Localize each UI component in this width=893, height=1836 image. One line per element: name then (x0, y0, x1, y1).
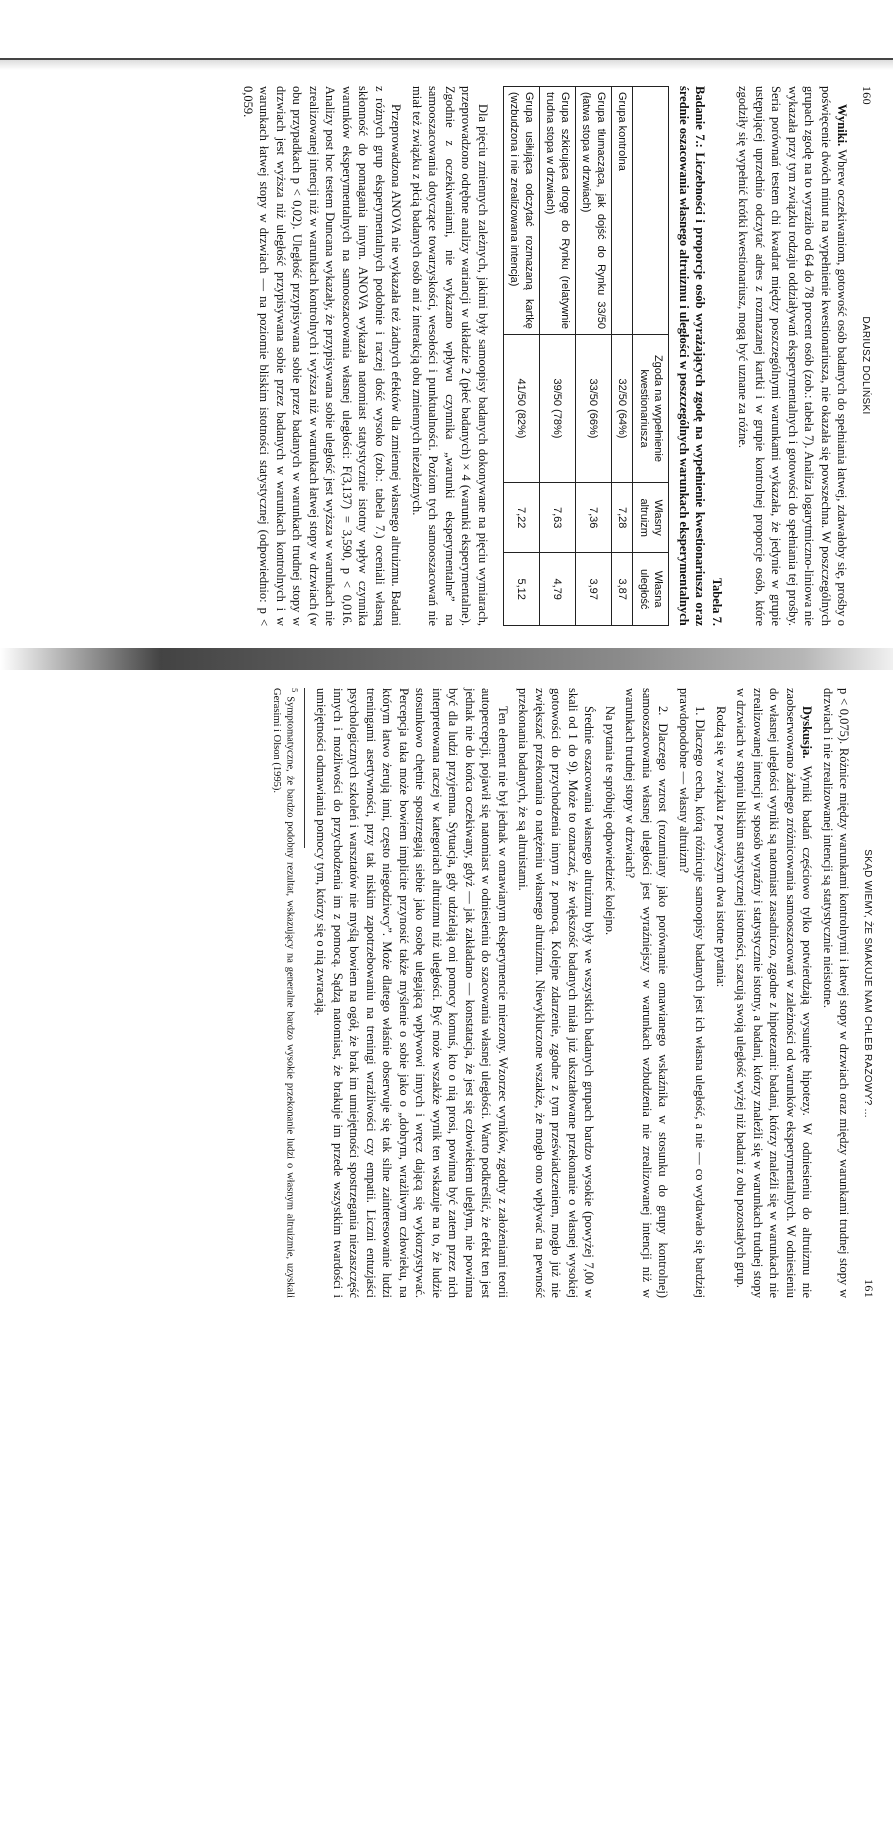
body-paragraph: p < 0,075). Różnice między warunkami kontrolnymi i łatwej stopy w drzwiach oraz między warunkami trudnej stopy w drzwiach i nie zrealizowanej intencji są statystycznie nieistotne. (820, 688, 852, 1298)
table-row (575, 87, 611, 626)
table-cell: 7,22 (503, 483, 539, 553)
footnote-number: 5 (289, 688, 300, 693)
discussion-paragraph (733, 688, 816, 1298)
table-row (539, 87, 575, 626)
question-item: 1. Dlaczego cecha, którą różnicuje samoopisy badanych jest ich własna uległość, a nie — co wydawało się bardziej prawdopodobne — własny altruizm? (676, 688, 708, 1298)
table-header-cell (633, 87, 669, 335)
table-cell: Grupa tłumacząca, jak dojść do Rynku 33/50 (łatwa stopa w drzwiach) (575, 87, 611, 335)
running-head (860, 688, 876, 1298)
results-text: Wbrew oczekiwaniom, gotowość osób badanych do spełniania łatwej, zdawałoby się, prośby o poświęcenie dwóch minut na wypełnienie kwestionariusza, nie okazała się powszechna. W poszczególnych grupach zgodę na to wyraziło od 64 do 78 procent osób (zob.: tabela 7). Analiza logarytmiczno-liniowa nie wykazała przy tym związku rodzaju oddziaływań eksperymentalnych i gotowości do spełniania tej prośby. Seria porównań testem chi kwadrat między poszczególnymi warunkami wykazała, że jedynie w grupie ustępującej uprzednio odczytać adres z rozmazanej kartki i w grupie kontrolnej proporcje osób, które zgodziły się wypełnić krótki kwestionariusz, mogą być uznane za różne. (736, 86, 850, 626)
footnote-text: Symptomatyczne, że bardzo podobny rezultat, wskazujący na generalne bardzo wysokie przekonanie ludzi o własnym altruizmie, uzyskali Gerasimi i Olson (1995). (271, 688, 296, 1299)
book-spine-shadow (0, 648, 893, 670)
question-item: 2. Dlaczego wzrost (rozumiany jako porównanie omawianego wskaźnika w stosunku do grupy kontrolnej) samooszacowania własnej uległości jest wyraźniejszy w warunkach wzbudzenia nie zrealizowanej intencji niż w warunkach trudnej stopy w drzwiach? (623, 688, 671, 1298)
page-161-viewport (0, 672, 893, 1322)
page-161 (0, 678, 882, 1308)
footnote (270, 688, 300, 1298)
table-cell: 41/50 (82%) (503, 334, 539, 482)
body-paragraph: Przeprowadzona ANOVA nie wykazała też żadnych efektów dla zmiennej własnego altruizmu. Badani z różnych grup eksperymentalnych podobnie i raczej dość wysoko (zob.: tabela 7.) oceniali własną skłonność do pomagania innym. ANOVA wykazała natomiast statystycznie istotny wpływ czynnika warunków eksperymentalnych na samooszacowania własnej uległości: F(3,137) = 3,590, p < 0,016. Analizy post hoc testem Duncana wykazały, że przypisywana sobie uległość jest wyższa w warunkach nie zrealizowanej intencji niż w warunkach kontrolnych i wyższa niż w warunkach łatwej stopy w drzwiach (w obu przypadkach p < 0,02). Uległość przypisywana sobie przez badanych w warunkach trudnej stopy w drzwiach jest wyższa niż uległość przypisywana sobie przez badanych w warunkach kontrolnych i w warunkach łatwej stopy w drzwiach — na poziomie bliskim istotności statystycznej (odpowiednio: p < 0,059. (240, 86, 404, 626)
table-cell: 3,87 (611, 553, 633, 626)
table-header-row (633, 87, 669, 626)
page-160 (0, 76, 880, 636)
table-header-cell: Własna uległość (633, 553, 669, 626)
table-row (611, 87, 633, 626)
table-label: Tabela 7. (709, 577, 724, 626)
table-cell: 3,97 (575, 553, 611, 626)
results-paragraph (735, 86, 851, 626)
table-cell: 33/50 (66%) (575, 334, 611, 482)
body-paragraph: Średnie oszacowania własnego altruizmu były we wszystkich badanych grupach bardzo wysokie (powyżej 7,00 w skali od 1 do 9). Może to oznaczać, że większość badanych miała już ukształtowane przekonanie o własnej wysokiej gotowości do przychodzenia innym z pomocą. Kolejne zdarzenie, zgodne z tym przeświadczeniem, mogło już nie zwiększać przekonania o natężeniu własnego altruizmu. Niewykluczone wszakże, że mogło ono wpływać na pewność przekonania badanych, że są altruistami. (516, 688, 597, 1298)
footnote-divider (304, 688, 305, 848)
running-head (858, 86, 874, 626)
page-number: 161 (862, 1279, 876, 1298)
table-row (503, 87, 539, 626)
table-cell: Grupa szkicująca drogę do Rynku (relatywnie trudna stopa w drzwiach) (539, 87, 575, 335)
table-cell: 39/50 (78%) (539, 334, 575, 482)
body-paragraph: Ten element nie był jednak w omawianym eksperymencie mierzony. Wzorzec wyników, zgodny z założeniami teorii autopercepcji, pojawił się natomiast w odniesieniu do szacowania własnej uległości. Warto podkreślić, że efekt ten jest jednak nie do końca oczekiwany, gdyż — jak zakładano — konstatacja, że jest się człowiekiem uległym, nie powinna być dla ludzi przyjemna. Sytuacja, gdy udzielają oni pomocy komuś, kto o nią prosi, powinna być zatem przez nich interpretowana raczej w kategoriach altruizmu niż uległości. Być może wszakże wynik ten wskazuje na to, że ludzie stosunkowo chętnie spostrzegają siebie jako osobę ulegającą wpływowi innych i wręcz dającą się wykorzystywać. Percepcja taka może bowiem implicite przynosić także myślenie o sobie jako o „dobrym, wrażliwym człowieku, na którym łatwo żerują inni, często niegodziwcy”. Może dlatego właśnie obserwuje się tak silne zainteresowanie ludzi treningami asertywności, przy tak niskim zapotrzebowaniu na treningi wrażliwości czy empatii. Liczni entuzjaści psychologicznych szkoleń i warsztatów nie myślą bowiem na ogół, że brak im umiejętności spostrzegania niezaszczęść innych i możliwości do przychodzenia im z pomocą. Sądzą natomiast, że brakuje im przede wszystkim twardości i umiejętności odmawiania pomocy tym, którzy się o nią zwracają. (314, 688, 510, 1298)
body-paragraph: Dla pięciu zmiennych zależnych, jakimi były samoopisy badanych dokonywane na pięciu wymiarach, przeprowadzono odrębne analizy wariancji w układzie 2 (płeć badanych) × 4 (warunki eksperymentalne). Zgodnie z oczekiwaniami, nie wykazano wpływu czynnika „warunki eksperymentalne” na samooszacowania dotyczące towarzyskości, wesołości i punktualności. Poziom tych samooszacowań nie miał też związku z płcią badanych osób ani z interakcją obu zmiennych niezależnych. (409, 86, 490, 626)
running-head-title: DARIUSZ DOLIŃSKI (860, 316, 871, 415)
table-caption (675, 86, 725, 626)
table-cell: Grupa usiłująca odczytać rozmazaną kartkę (wzbudzona i nie zrealizowana intencja) (503, 87, 539, 335)
discussion-text: Wyniki badań częściowo tylko potwierdzają wysunięte hipotezy. W odniesieniu do altruizmu nie zaobserwowano żadnego zróżnicowania samooszacowań w zależności od warunków eksperymentalnych. W odniesieniu do własnej uległości wyniki są natomiast zasadniczo, zgodne z hipotezami: badani, którzy znaleźli się w warunkach nie zrealizowanej intencji w sposób wyraźny i statystycznie istotny, a badani, którzy znaleźli się w warunkach trudnej stopy w drzwiach w stopniu bliskim statystycznej istotności, szacują swoją uległość wyżej niż badani z obu pozostałych grup. (734, 688, 815, 1298)
scan-edge (0, 58, 893, 70)
table-title: Badanie 7.: Liczebności i proporcje osób wyrażających zgodę na wypełnienie kwestionariusza oraz średnie oszacowania własnego altruizmu i uległości w poszczególnych warunkach eksperymentalnych (676, 86, 708, 626)
results-table (503, 86, 670, 626)
table-cell: 7,28 (611, 483, 633, 553)
table-cell: 4,79 (539, 553, 575, 626)
table-cell: 5,12 (503, 553, 539, 626)
body-paragraph: Rodzą się w związku z powyższym dwa istotne pytania: (713, 706, 728, 988)
table-cell: 7,36 (575, 483, 611, 553)
page-160-viewport (0, 70, 893, 645)
discussion-heading: Dyskusja. (800, 706, 815, 759)
table-cell: 32/50 (64%) (611, 334, 633, 482)
table-cell: Grupa kontrolna (611, 87, 633, 335)
page-number: 160 (860, 86, 874, 105)
table-cell: 7,63 (539, 483, 575, 553)
results-heading: Wyniki. (835, 104, 850, 147)
table-header-cell: Własny altruizm (633, 483, 669, 553)
running-head-title: SKĄD WIEMY, ŻE SMAKUJE NAM CHLEB RAZOWY? ... (862, 849, 873, 1118)
body-paragraph: Na pytania te spróbuję odpowiedzieć kolejno. (602, 706, 617, 936)
table-header-cell: Zgoda na wypełnienie kwestionariusza (633, 334, 669, 482)
